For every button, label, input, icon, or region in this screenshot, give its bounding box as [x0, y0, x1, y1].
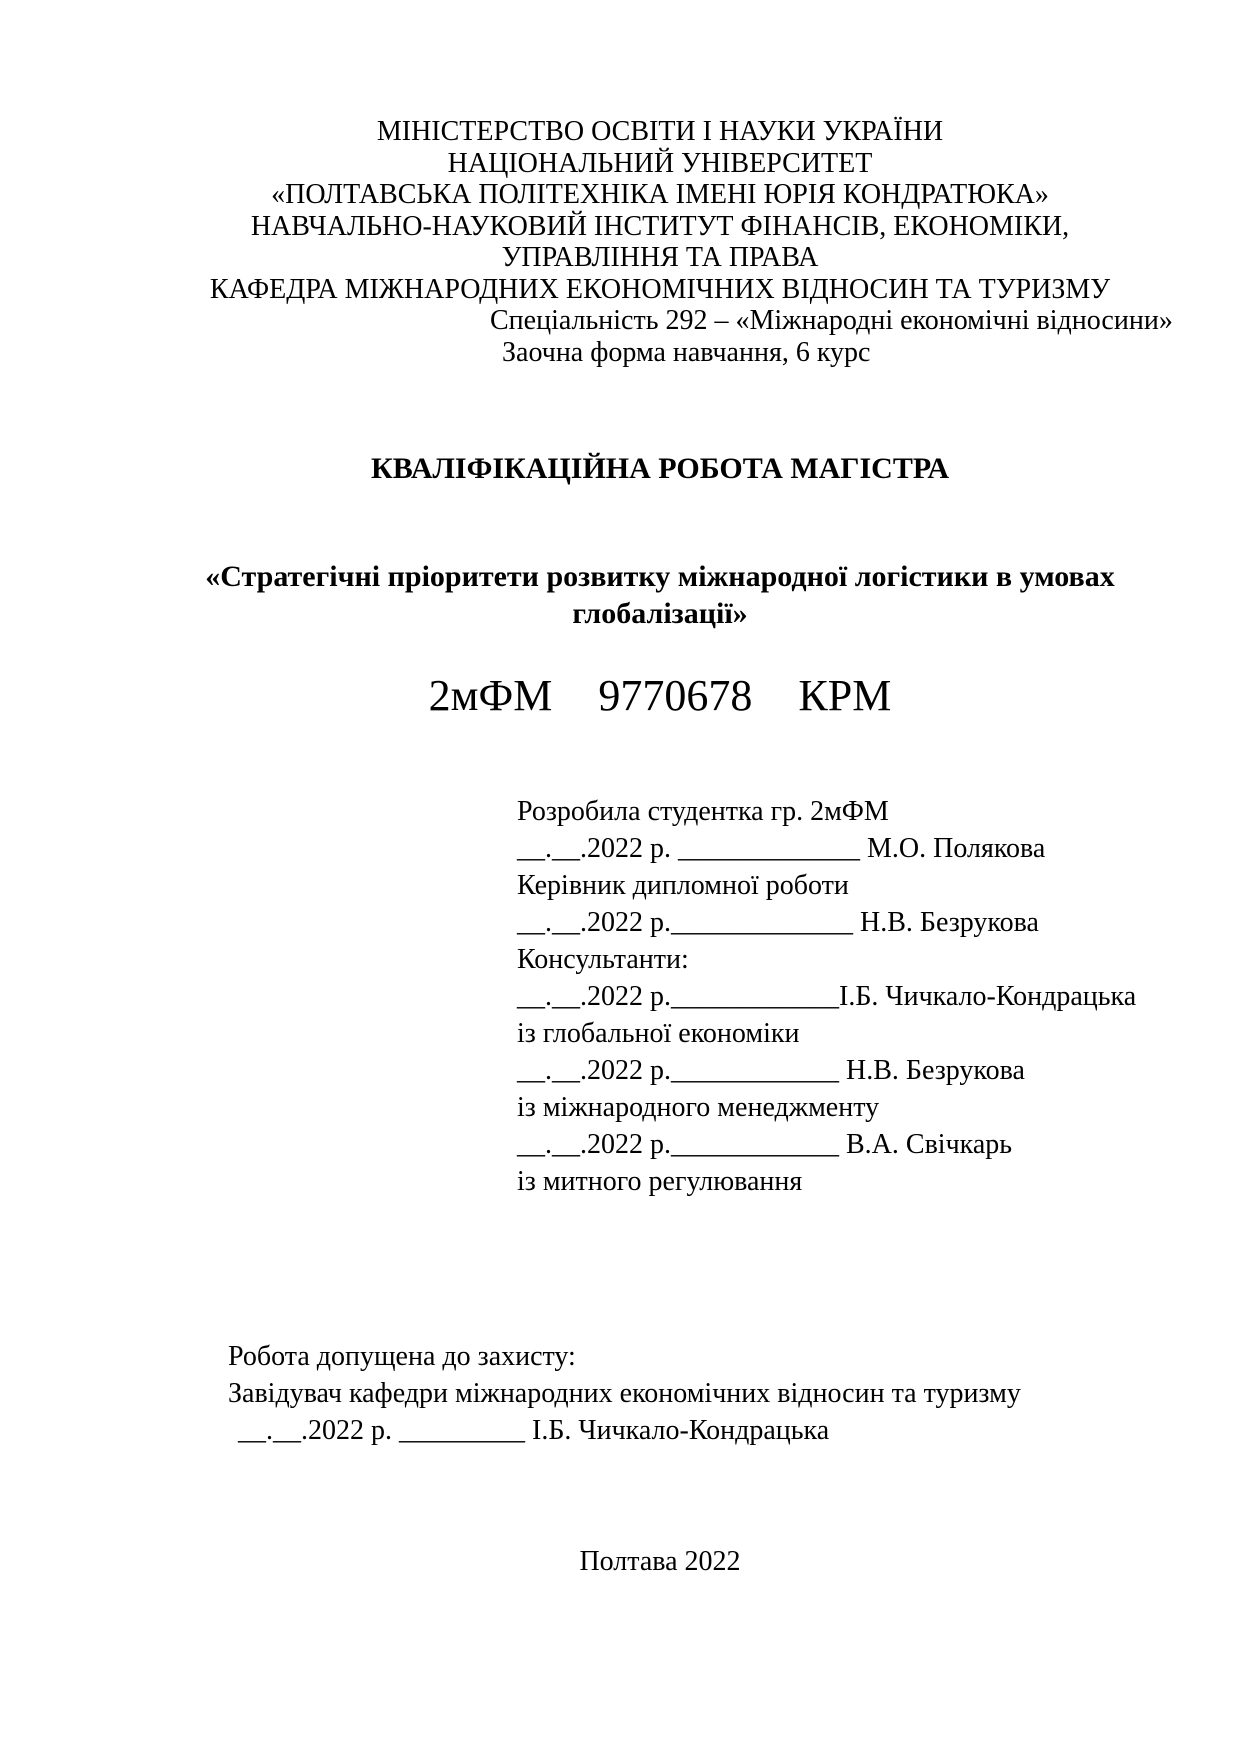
admission-line-sign: __.__.2022 р. _________ І.Б. Чичкало-Кондрацька: [238, 1415, 830, 1446]
work-type-title: КВАЛІФІКАЦІЙНА РОБОТА МАГІСТРА: [371, 452, 949, 485]
signature-line-consultant3-subject: із митного регулювання: [517, 1166, 803, 1197]
signature-line-student-role: Розробила студентка гр. 2мФМ: [517, 796, 889, 827]
work-code-line: [160, 672, 1160, 720]
header-line-institute: НАВЧАЛЬНО-НАУКОВИЙ ІНСТИТУТ ФІНАНСІВ, ЕКОНОМІКИ,: [250, 210, 1070, 242]
signature-line-consultants-label: Консультанти:: [517, 944, 689, 975]
admission-line-heading: Робота допущена до захисту:: [228, 1341, 576, 1372]
admission-block: [228, 1338, 1021, 1449]
thesis-title-line2: глобалізації»: [572, 597, 748, 630]
signature-line-supervisor-sign: __.__.2022 р._____________ Н.В. Безрукова: [517, 907, 1039, 938]
study-form-line: Заочна форма навчання, 6 курс: [502, 336, 871, 368]
header-block: [160, 116, 1173, 368]
specialty-line: Спеціальність 292 – «Міжнародні економічні відносини»: [490, 305, 1173, 336]
header-line-university: НАЦІОНАЛЬНИЙ УНІВЕРСИТЕТ: [447, 147, 873, 179]
admission-line-head-of-department: Завідувач кафедри міжнародних економічних відносин та туризму: [228, 1378, 1021, 1409]
header-line-university-name: «ПОЛТАВСЬКА ПОЛІТЕХНІКА ІМЕНІ ЮРІЯ КОНДРАТЮКА»: [271, 179, 1049, 210]
header-line-ministry: МІНІСТЕРСТВО ОСВІТИ І НАУКИ УКРАЇНИ: [376, 116, 944, 147]
signature-line-student-sign: __.__.2022 р. _____________ М.О. Полякова: [517, 833, 1046, 864]
signature-line-consultant1-sign: __.__.2022 р.____________І.Б. Чичкало-Кондрацька: [517, 981, 1137, 1012]
signature-line-consultant3-sign: __.__.2022 р.____________ В.А. Свічкарь: [517, 1129, 1013, 1160]
header-line-institute-cont: УПРАВЛІННЯ ТА ПРАВА: [501, 242, 819, 273]
signature-line-supervisor-role: Керівник дипломної роботи: [517, 870, 849, 901]
signature-block: [517, 793, 1136, 1200]
signature-line-consultant2-sign: __.__.2022 р.____________ Н.В. Безрукова: [517, 1055, 1025, 1086]
header-line-department: КАФЕДРА МІЖНАРОДНИХ ЕКОНОМІЧНИХ ВІДНОСИН ТА ТУРИЗМУ: [209, 273, 1111, 305]
thesis-title: [160, 558, 1160, 632]
code-suffix: КРМ: [798, 671, 892, 720]
code-group: 2мФМ: [428, 671, 553, 720]
thesis-title-line1: «Стратегічні пріоритети розвитку міжнародної логістики в умовах: [205, 560, 1115, 593]
city-year: Полтава 2022: [579, 1546, 741, 1577]
signature-line-consultant2-subject: із міжнародного менеджменту: [517, 1092, 880, 1123]
code-number: 9770678: [598, 671, 753, 720]
signature-line-consultant1-subject: із глобальної економіки: [517, 1018, 800, 1049]
